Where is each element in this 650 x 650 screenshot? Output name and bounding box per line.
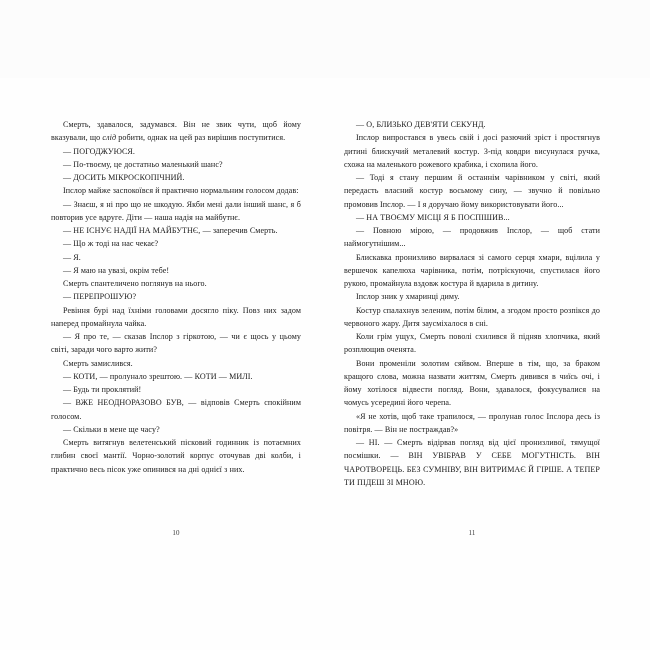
paragraph: — ПЕРЕПРОШУЮ?: [63, 292, 137, 302]
paragraph: — Тоді я стану першим й останнім чарівником у світі, який передасть власний костур восьмому сину, — звучно й повільно промовив Іпслор. — І я доручаю йому використовувати його...: [344, 173, 600, 209]
folio-right: 11: [468, 529, 476, 537]
paragraph: Іпслор майже заспокоївся й практично нормальним голосом додав:: [63, 186, 299, 196]
folio-left: 10: [172, 529, 180, 537]
paragraph: — НЕ ІСНУЄ НАДІЇ НА МАЙБУТНЄ, — заперечив Смерть.: [63, 226, 278, 235]
paragraph: — Будь ти проклятий!: [63, 385, 142, 394]
paragraph: — По-твоєму, це достатньо маленький шанс?: [63, 159, 223, 169]
paragraph: — Я.: [63, 252, 81, 262]
paragraph: — Знаєш, я ні про що не шкодую. Якби мені дали інший шанс, я б повторив усе вдруге. Діти — наша надія на майбутнє.: [51, 199, 301, 222]
paragraph: — ДОСИТЬ МІКРОСКОПІЧНИЙ.: [63, 173, 185, 182]
paragraph: Іпслор випростався в увесь свій і досі разючий зріст і простягнув дитині блискучий металевий костур. З-під ковдри висунулася ручка, схожа на маленького рожевого крабика, і схопила його.: [344, 133, 600, 169]
left-page-textblock: [51, 118, 301, 476]
paragraph: — КОТИ, — пролунало зрештою. — КОТИ — МИЛІ.: [63, 371, 253, 381]
paragraph: Іпслор зник у хмаринці диму.: [356, 292, 460, 302]
paragraph: Блискавка пронизливо вирвалася зі самого серця хмари, вцілила у вершечок капелюха чарівника, потім, потріскуючи, спустилася його рукою, промайнула вздовж костура й вдарила в дитину.: [344, 252, 600, 288]
paper-tint: [0, 0, 650, 78]
paragraph: Смерть спантеличено поглянув на нього.: [63, 279, 207, 288]
right-page-textblock: [344, 118, 600, 489]
paragraph: — Що ж тоді на нас чекає?: [63, 239, 159, 249]
paragraph: — Повною мірою, — продовжив Іпслор, — щоб стати наймогутнішим...: [344, 226, 600, 249]
paragraph: Смерть витягнув велетенський пісковий годинник із потаємних глибин своєї мантії. Чорно-золотий корпус оточував дві колби, і практично весь пісок уже опинився на дні однієї з них.: [51, 438, 301, 474]
paragraph: — НІ. — Смерть відірвав погляд від цієї пронизливої, тямущої посмішки. — ВІН УВІБРАВ У СЕБЕ МОГУТНІСТЬ. ВІН ЧАРОТВОРЕЦЬ. БЕЗ СУМНІВУ, ВІН ВИТРИМАЄ Й ГІРШЕ. А ТЕПЕР ТИ ПІДЕШ ЗІ МНОЮ.: [344, 438, 600, 487]
paragraph: Костур спалахнув зеленим, потім білим, а згодом просто розпікся до червоного жару. Дитя заусміхалося в сні.: [344, 305, 600, 328]
paragraph: Смерть замислився.: [63, 358, 133, 368]
paragraph: Смерть, здавалося, задумався. Він не звик чути, щоб йому вказували, що слід робити, однак на цей раз вирішив поступитися.: [51, 120, 301, 143]
paragraph: «Я не хотів, щоб таке трапилося, — пролунав голос Іпслора десь із повітря. — Він не постраждав?»: [344, 411, 600, 434]
page-right: [344, 118, 600, 489]
paragraph: — Скільки в мене ще часу?: [63, 424, 160, 434]
emphasis-text: слід: [102, 133, 117, 143]
page-left: [51, 118, 301, 476]
paragraph: — Я про те, — сказав Іпслор з гіркотою, — чи є щось у цьому світі, заради чого варто жити?: [51, 332, 301, 355]
paragraph: Ревіння бурі над їхніми головами досягло піку. Повз них задом наперед промайнула чайка.: [51, 305, 301, 328]
paragraph: — НА ТВОЄМУ МІСЦІ Я Б ПОСПІШИВ...: [356, 212, 510, 222]
paragraph: — О, БЛИЗЬКО ДЕВ'ЯТИ СЕКУНД.: [356, 120, 486, 129]
paragraph: Коли грім ущух, Смерть поволі схилився й підняв хлопчика, який розплющив оченята.: [344, 332, 600, 355]
paragraph: Вони променіли золотим сяйвом. Вперше в тім, що, за браком кращого слова, можна назвати життям, Смерть дивився в чиїсь очі, і йому хотілося відвести погляд. Вони, здавалося, фокусувалися на чомусь усередині його черепа.: [344, 358, 600, 408]
paragraph: — ВЖЕ НЕОДНОРАЗОВО БУВ, — відповів Смерть спокійним голосом.: [51, 398, 301, 421]
paragraph: — Я маю на увазі, окрім тебе!: [63, 265, 170, 275]
paragraph: — ПОГОДЖУЮСЯ.: [63, 146, 135, 156]
